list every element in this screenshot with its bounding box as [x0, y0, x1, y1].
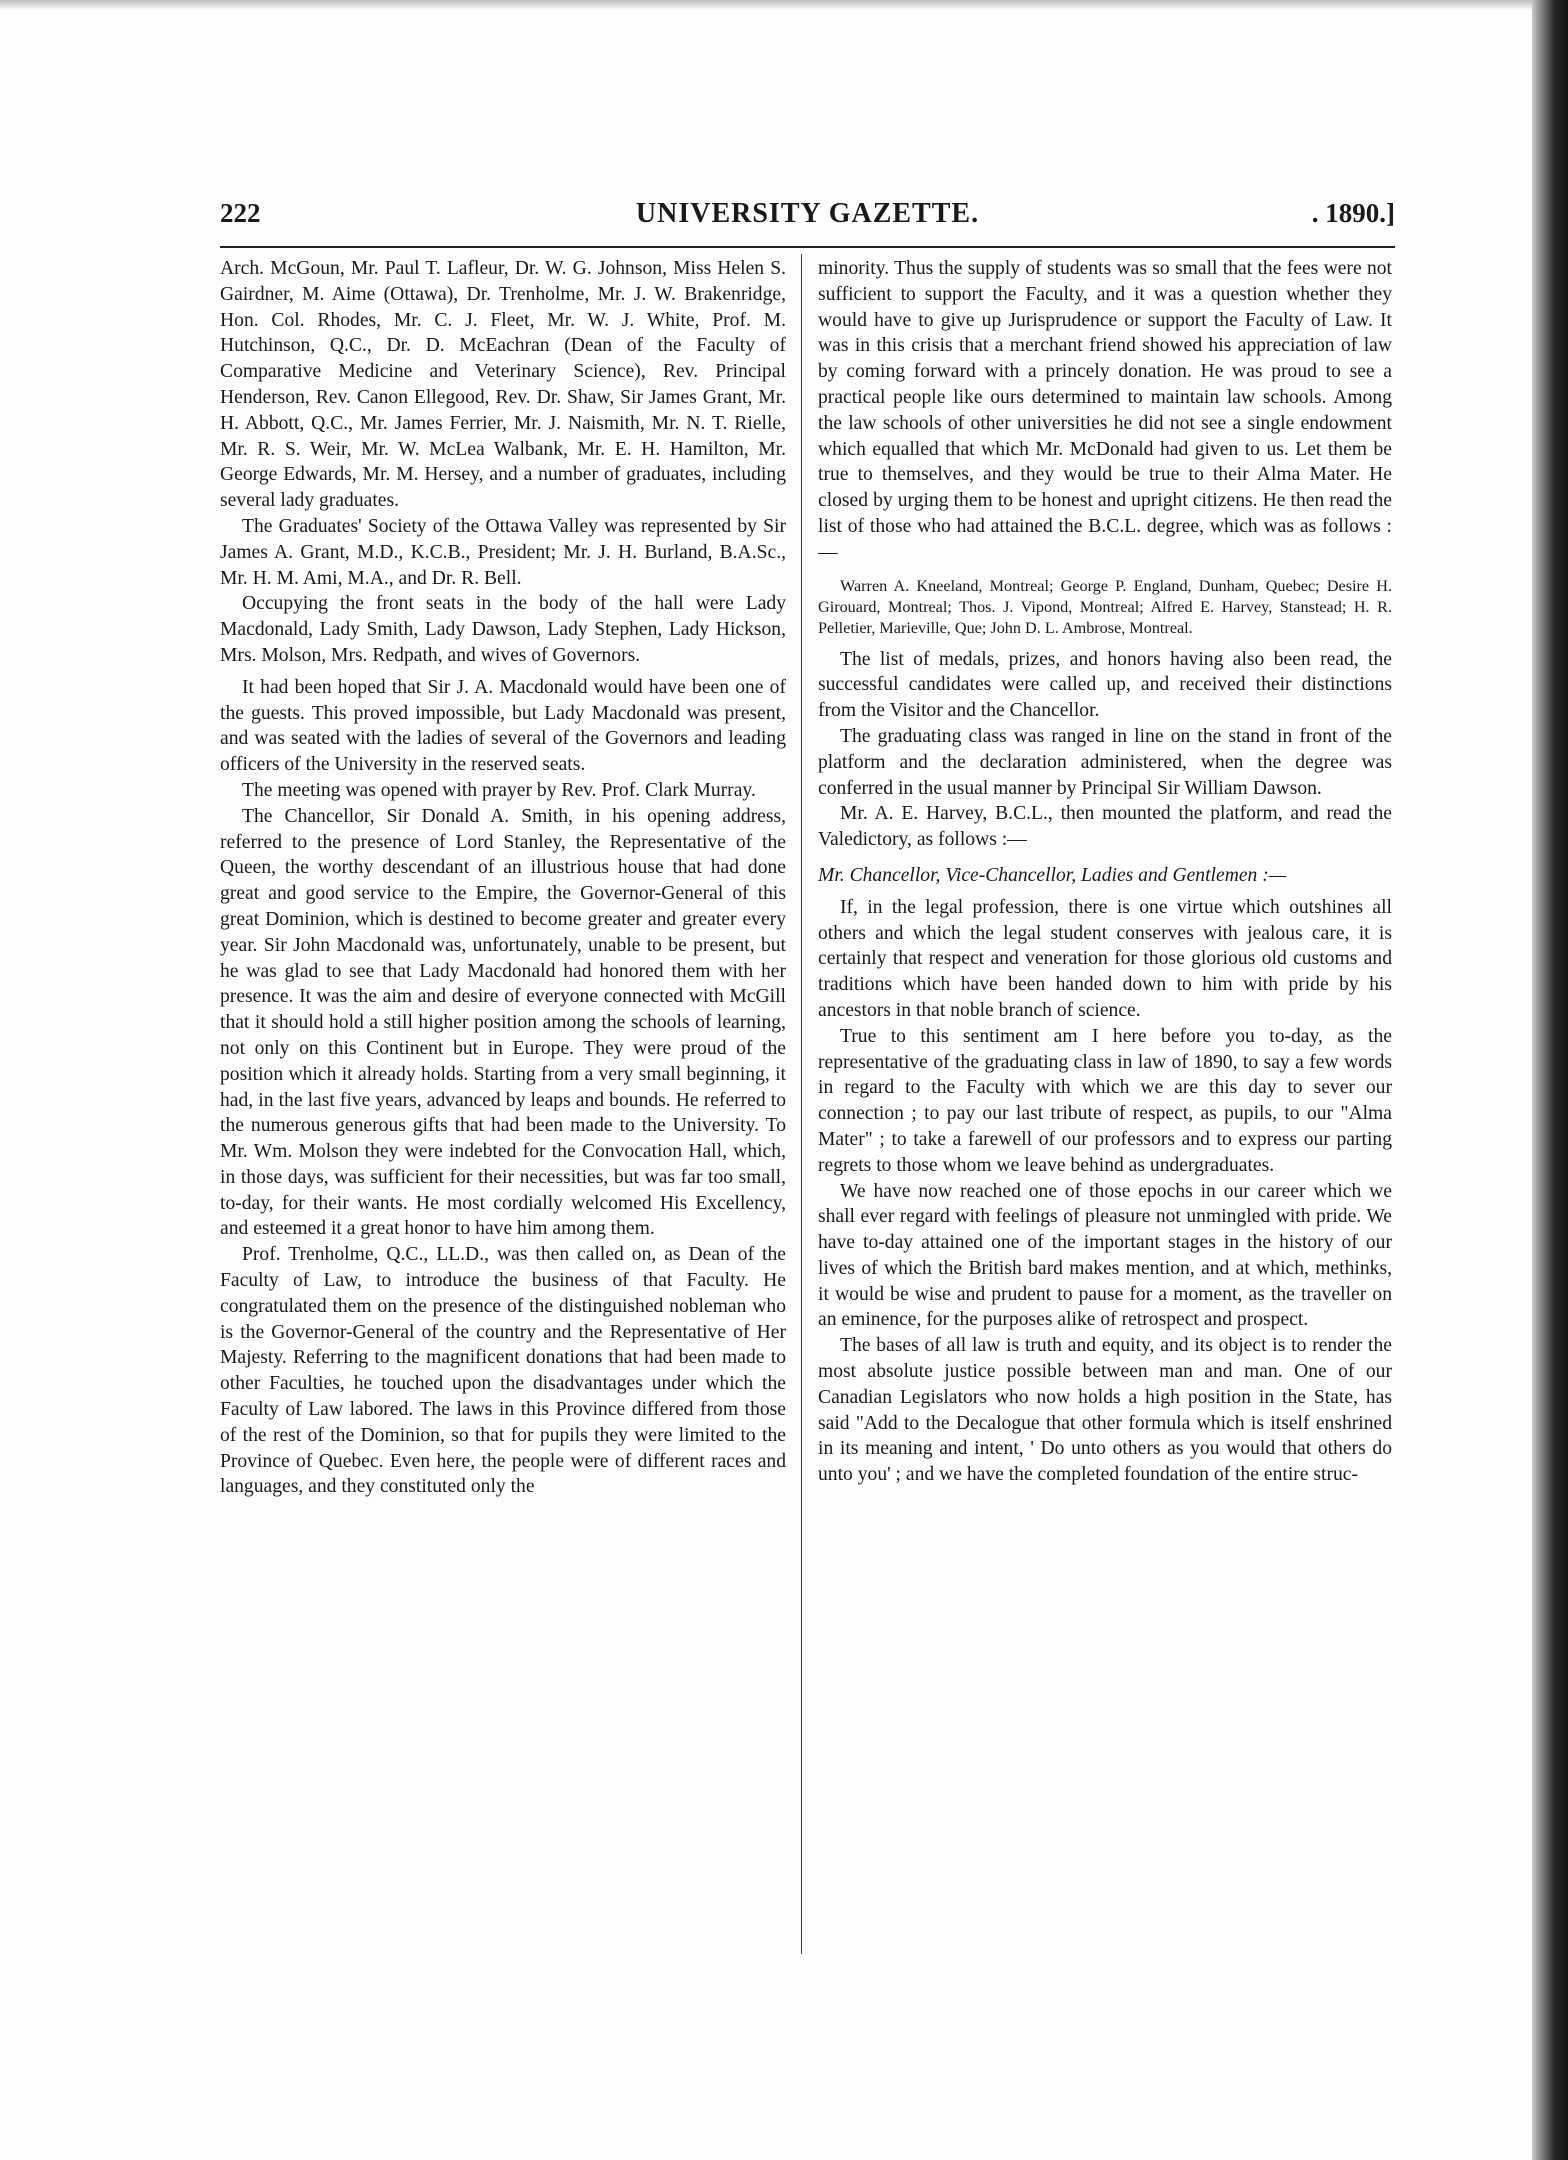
sentiment-paragraph: True to this sentiment am I here before you to-day, as the representative of the graduating class in law of 1890, to say a few words in regard to the Faculty with which we are this day to sever our connection ; to pay our last tribute of respect, as pupils, to our "Alma Mater" ; to take a farewell of our professors and to express our parting regrets to those whom we leave behind as undergraduates. [818, 1025, 1392, 1176]
trenholme-paragraph: Prof. Trenholme, Q.C., LL.D., was then called on, as Dean of the Faculty of Law, to introduce the business of that Faculty. He congratulated them on the presence of the distinguished nobleman who is the Governor-General of the country and the Representative of Her Majesty. Referring to the magnificent donations that had been made to other Faculties, he touched upon the disadvantages under which the Faculty of Law labored. The laws in this Province differed from those of the rest of the Dominion, so that for pupils they were limited to the Province of Quebec. Even here, the people were of different races and languages, and they constituted only the [220, 1244, 786, 1498]
prayer-paragraph: The meeting was opened with prayer by Rev. Prof. Clark Murray. [242, 779, 756, 801]
header-rule [220, 246, 1395, 248]
medals-paragraph: The list of medals, prizes, and honors having also been read, the successful candidates were called up, and received their distinctions from the Visitor and the Chancellor. [818, 648, 1392, 722]
left-column [220, 256, 786, 1956]
attendees-paragraph: Arch. McGoun, Mr. Paul T. Lafleur, Dr. W. G. Johnson, Miss Helen S. Gairdner, M. Aime (Ottawa), Dr. Trenholme, Mr. J. W. Brakenridge, Hon. Col. Rhodes, Mr. C. J. Fleet, Mr. W. J. White, Prof. M. Hutchinson, Q.C., Dr. D. McEachran (Dean of the Faculty of Comparative Medicine and Veterinary Science), Rev. Principal Henderson, Rev. Canon Ellegood, Rev. Dr. Shaw, Sir James Grant, Mr. H. Abbott, Q.C., Mr. James Ferrier, Mr. J. Naismith, Mr. N. T. Rielle, Mr. R. S. Weir, Mr. W. McLea Walbank, Mr. E. H. Hamilton, Mr. George Edwards, Mr. M. Hersey, and a number of graduates, including several lady graduates. [220, 258, 786, 512]
front-seats-paragraph: Occupying the front seats in the body of the hall were Lady Macdonald, Lady Smith, Lady Dawson, Lady Stephen, Lady Hickson, Mrs. Molson, Mrs. Redpath, and wives of Governors. [220, 593, 786, 666]
epochs-paragraph: We have now reached one of those epochs in our career which we shall ever regard with feelings of pleasure not unmingled with pride. We have to-day attained one of the important stages in the history of our lives of which the British bard makes mention, and at which, methinks, it would be wise and prudent to pause for a moment, as the traveller on an eminence, for the purposes alike of retrospect and prospect. [818, 1180, 1392, 1331]
macdonald-paragraph: It had been hoped that Sir J. A. Macdonald would have been one of the guests. This proved impossible, but Lady Macdonald was present, and was seated with the ladies of several of the Governors and leading officers of the University in the reserved seats. [220, 676, 786, 776]
scan-top-edge [0, 0, 1568, 10]
bases-of-law-paragraph: The bases of all law is truth and equity, and its object is to render the most absolute justice possible between man and man. One of our Canadian Legislators who now holds a high position in the State, has said "Add to the Decalogue that other formula which is itself enshrined in its meaning and intent, ' Do unto others as you would that others do unto you' ; and we have the completed foundation of the entire struc- [818, 1335, 1392, 1486]
minority-paragraph: minority. Thus the supply of students was so small that the fees were not sufficient to support the Faculty, and it was a question whether they would have to give up Jurisprudence or support the Faculty of Law. It was in this crisis that a merchant friend showed his appreciation of law by coming forward with a princely donation. He was proud to see a practical people like ours determined to maintain law schools. Among the law schools of other universities he did not see a single endowment which equalled that which Mr. McDonald had given to us. Let them be true to themselves, and they would be true to their Alma Mater. He closed by urging them to be honest and upright citizens. He then read the list of those who had attained the B.C.L. degree, which was as follows :— [818, 258, 1392, 563]
graduates-society-paragraph: The Graduates' Society of the Ottawa Valley was represented by Sir James A. Grant, M.D., K.C.B., President; Mr. J. H. Burland, B.A.Sc., Mr. H. M. Ami, M.A., and Dr. R. Bell. [220, 515, 786, 589]
page-number: 222 [220, 198, 261, 228]
chancellor-address-paragraph: The Chancellor, Sir Donald A. Smith, in his opening address, referred to the presence of Lord Stanley, the Representative of the Queen, the worthy descendant of an illustrious house that had done great and good service to the Empire, the Governor-General of this great Dominion, which is destined to become greater and greater every year. Sir John Macdonald was, unfortunately, unable to be present, but he was glad to see that Lady Macdonald had honored them with her presence. It was the aim and desire of everyone connected with McGill that it should hold a still higher position among the schools of learning, not only on this Continent but in Europe. They were proud of the position which it already holds. Starting from a very small beginning, it had, in the last five years, advanced by leaps and bounds. He referred to the numerous generous gifts that had been made to the University. To Mr. Wm. Molson they were indebted for the Convocation Hall, which, in those days, was sufficient for their necessities, but was far too small, to-day, for their wants. He most cordially welcomed His Excellency, and esteemed it a great honor to have him among them. [220, 805, 786, 1240]
issue-year: . 1890.] [1311, 198, 1395, 228]
right-column [818, 256, 1392, 1956]
graduates-list: Warren A. Kneeland, Montreal; George P. England, Dunham, Quebec; Desire H. Girouard, Montreal; Thos. J. Vipond, Montreal; Alfred E. Harvey, Stanstead; H. R. Pelletier, Marieville, Que; John D. L. Ambrose, Montreal. [818, 576, 1392, 637]
scan-right-edge [1532, 0, 1568, 2160]
salutation: Mr. Chancellor, Vice-Chancellor, Ladies and Gentlemen :— [818, 864, 1287, 886]
journal-title: UNIVERSITY GAZETTE. [635, 198, 980, 229]
page-header [220, 198, 1395, 238]
column-divider [801, 254, 802, 1954]
valedictory-intro-paragraph: Mr. A. E. Harvey, B.C.L., then mounted the platform, and read the Valedictory, as follows :— [818, 803, 1392, 851]
legal-virtue-paragraph: If, in the legal profession, there is one virtue which outshines all others and which the legal student conserves with jealous care, it is certainly that respect and veneration for those glorious old customs and traditions which have been handed down to him with pride by his ancestors in that noble branch of science. [818, 896, 1392, 1021]
graduating-class-paragraph: The graduating class was ranged in line on the stand in front of the platform and the declaration administered, when the degree was conferred in the usual manner by Principal Sir William Dawson. [818, 725, 1392, 799]
